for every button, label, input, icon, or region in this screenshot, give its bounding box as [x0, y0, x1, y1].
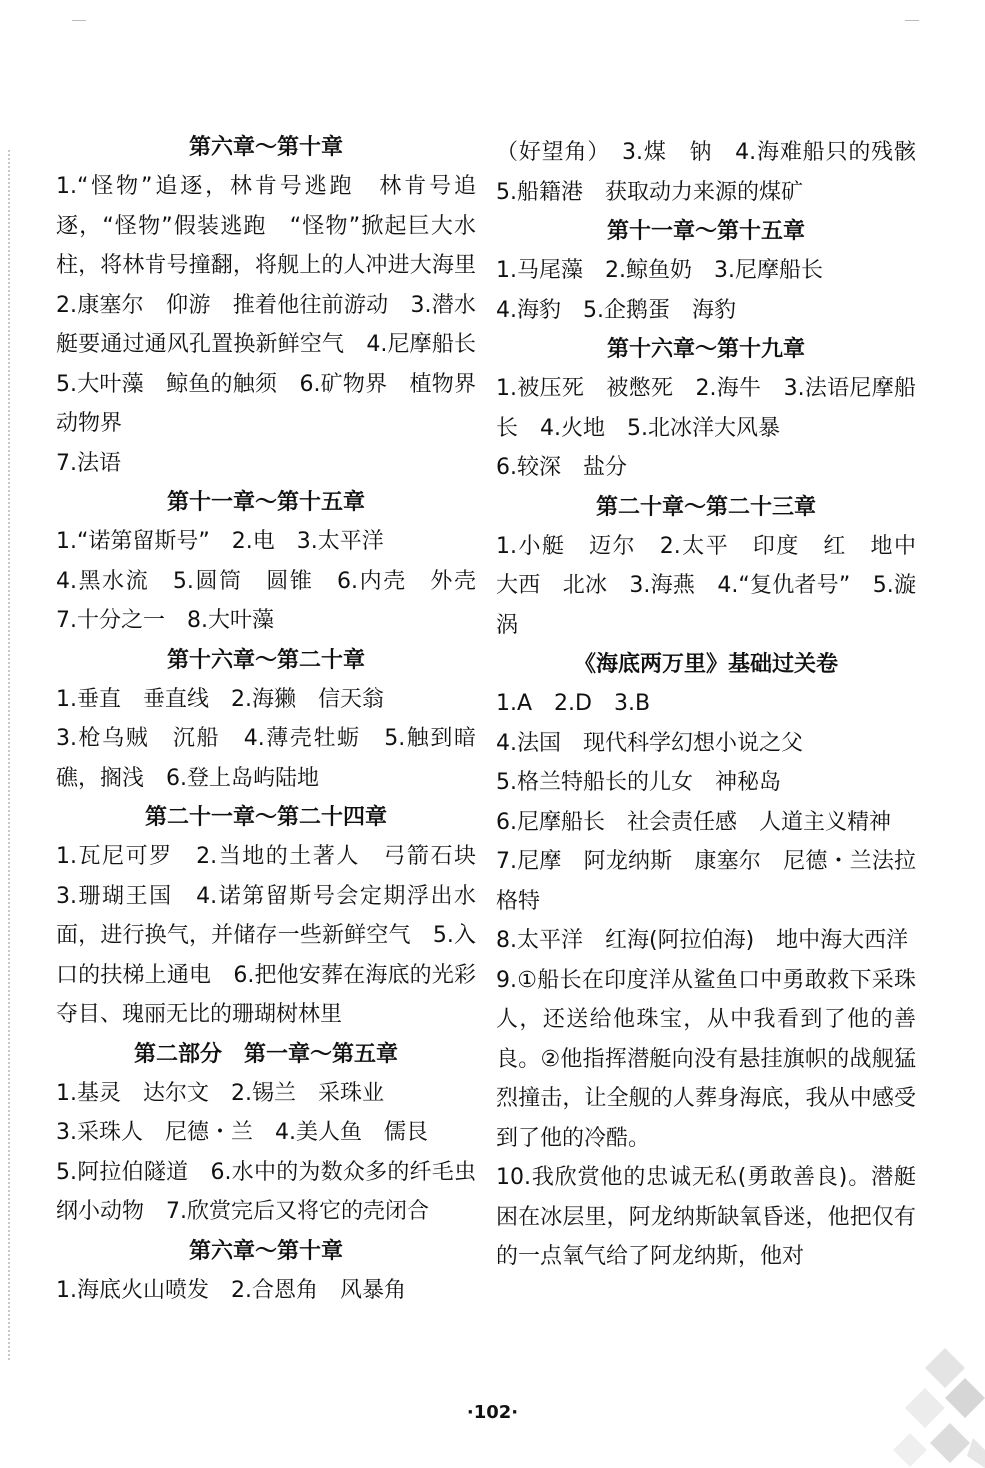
section-heading: 《海底两万里》基础过关卷	[573, 652, 838, 677]
answer-paragraph: 1.被压死 被憋死 2.海牛 3.法语尼摩船长 4.火地 5.北冰洋大风暴	[496, 376, 916, 441]
top-mark-left	[72, 20, 86, 21]
section-heading: 第十一章～第十五章	[606, 219, 805, 244]
section-heading: 第二部分 第一章～第五章	[133, 1041, 398, 1067]
answer-paragraph: 1.“诺第留斯号” 2.电 3.太平洋	[56, 529, 384, 554]
answer-paragraph: 1.瓦尼可罗 2.当地的土著人 弓箭石块 3.珊瑚王国 4.诺第留斯号会定期浮出水面，进行换气，并储存一些新鲜空气 5.入口的扶梯上通电 6.把他安葬在海底的光彩夺目、瑰丽无比的珊瑚树林里	[56, 844, 499, 1027]
section-heading: 第十一章～第十五章	[166, 490, 365, 515]
answer-paragraph: 1.“怪物”追逐，林肯号逃跑 林肯号追逐，“怪物”假装逃跑 “怪物”掀起巨大水柱，将林肯号撞翻，将舰上的人冲进大海里 2.康塞尔 仰游 推着他往前游动 3.潜水艇要通过通风孔置换新鲜空气 4.尼摩船长 5.大叶藻 鲸鱼的触须 6.矿物界 植物界 动物界	[56, 174, 499, 436]
answer-paragraph: 7.尼摩 阿龙纳斯 康塞尔 尼德・兰法拉格特	[496, 849, 916, 914]
section-heading: 第十六章～第十九章	[606, 337, 805, 362]
left-column	[56, 128, 499, 1310]
answer-paragraph: 6.较深 盐分	[496, 455, 627, 480]
section-heading: 第六章～第十章	[188, 1238, 343, 1264]
answer-paragraph: 6.尼摩船长 社会责任感 人道主义精神	[496, 809, 891, 835]
answer-paragraph: 1.马尾藻 2.鲸鱼奶 3.尼摩船长	[496, 258, 823, 283]
answer-paragraph: （好望角） 3.煤 钠 4.海难船只的残骸 5.船籍港 获取动力来源的煤矿	[496, 140, 939, 205]
answer-paragraph: 3.采珠人 尼德・兰 4.美人鱼 儒艮	[56, 1120, 428, 1145]
answer-paragraph: 1.基灵 达尔文 2.锡兰 采珠业	[56, 1080, 384, 1106]
section-heading: 第六章～第十章	[188, 135, 343, 160]
answer-paragraph: 3.枪乌贼 沉船 4.薄壳牡蛎 5.触到暗礁，搁浅 6.登上岛屿陆地	[56, 726, 476, 791]
right-column	[496, 133, 939, 1277]
answer-paragraph: 10.我欣赏他的忠诚无私(勇敢善良)。潜艇困在冰层里，阿龙纳斯缺氧昏迷，他把仅有的一点氧气给了阿龙纳斯，他对	[496, 1165, 916, 1269]
answer-paragraph: 8.太平洋 红海(阿拉伯海) 地中海大西洋	[496, 928, 909, 953]
answer-paragraph: 5.阿拉伯隧道 6.水中的为数众多的纤毛虫纲小动物 7.欣赏完后又将它的壳闭合	[56, 1159, 476, 1224]
section-heading: 第十六章～第二十章	[166, 647, 365, 673]
answer-paragraph: 4.法国 现代科学幻想小说之父	[496, 730, 803, 756]
top-mark-right	[905, 20, 919, 21]
answer-paragraph: 1.海底火山喷发 2.合恩角 风暴角	[56, 1277, 406, 1303]
section-heading: 第二十一章～第二十四章	[144, 805, 387, 830]
answer-paragraph: 1.A 2.D 3.B	[496, 691, 651, 716]
section-heading: 第二十章～第二十三章	[595, 494, 816, 520]
page-number: ·102·	[466, 1402, 519, 1423]
binding-dots	[8, 150, 12, 1360]
answer-paragraph: 1.小艇 迈尔 2.太平 印度 红 地中 大西 北冰 3.海燕 4.“复仇者号” 5.漩涡	[496, 533, 939, 638]
answer-paragraph: 1.垂直 垂直线 2.海獭 信天翁	[56, 686, 384, 712]
answer-paragraph: 7.法语	[56, 450, 121, 476]
answer-paragraph: 5.格兰特船长的儿女 神秘岛	[496, 770, 781, 795]
answer-paragraph: 4.黑水流 5.圆筒 圆锥 6.内壳 外壳 7.十分之一 8.大叶藻	[56, 568, 499, 633]
corner-decoration	[855, 1338, 985, 1468]
answer-paragraph: 4.海豹 5.企鹅蛋 海豹	[496, 297, 736, 323]
answer-paragraph: 9.①船长在印度洋从鲨鱼口中勇敢救下采珠人，还送给他珠宝，从中我看到了他的善良。②他指挥潜艇向没有悬挂旗帜的战舰猛烈撞击，让全舰的人葬身海底，我从中感受到了他的冷酷。	[496, 967, 916, 1151]
